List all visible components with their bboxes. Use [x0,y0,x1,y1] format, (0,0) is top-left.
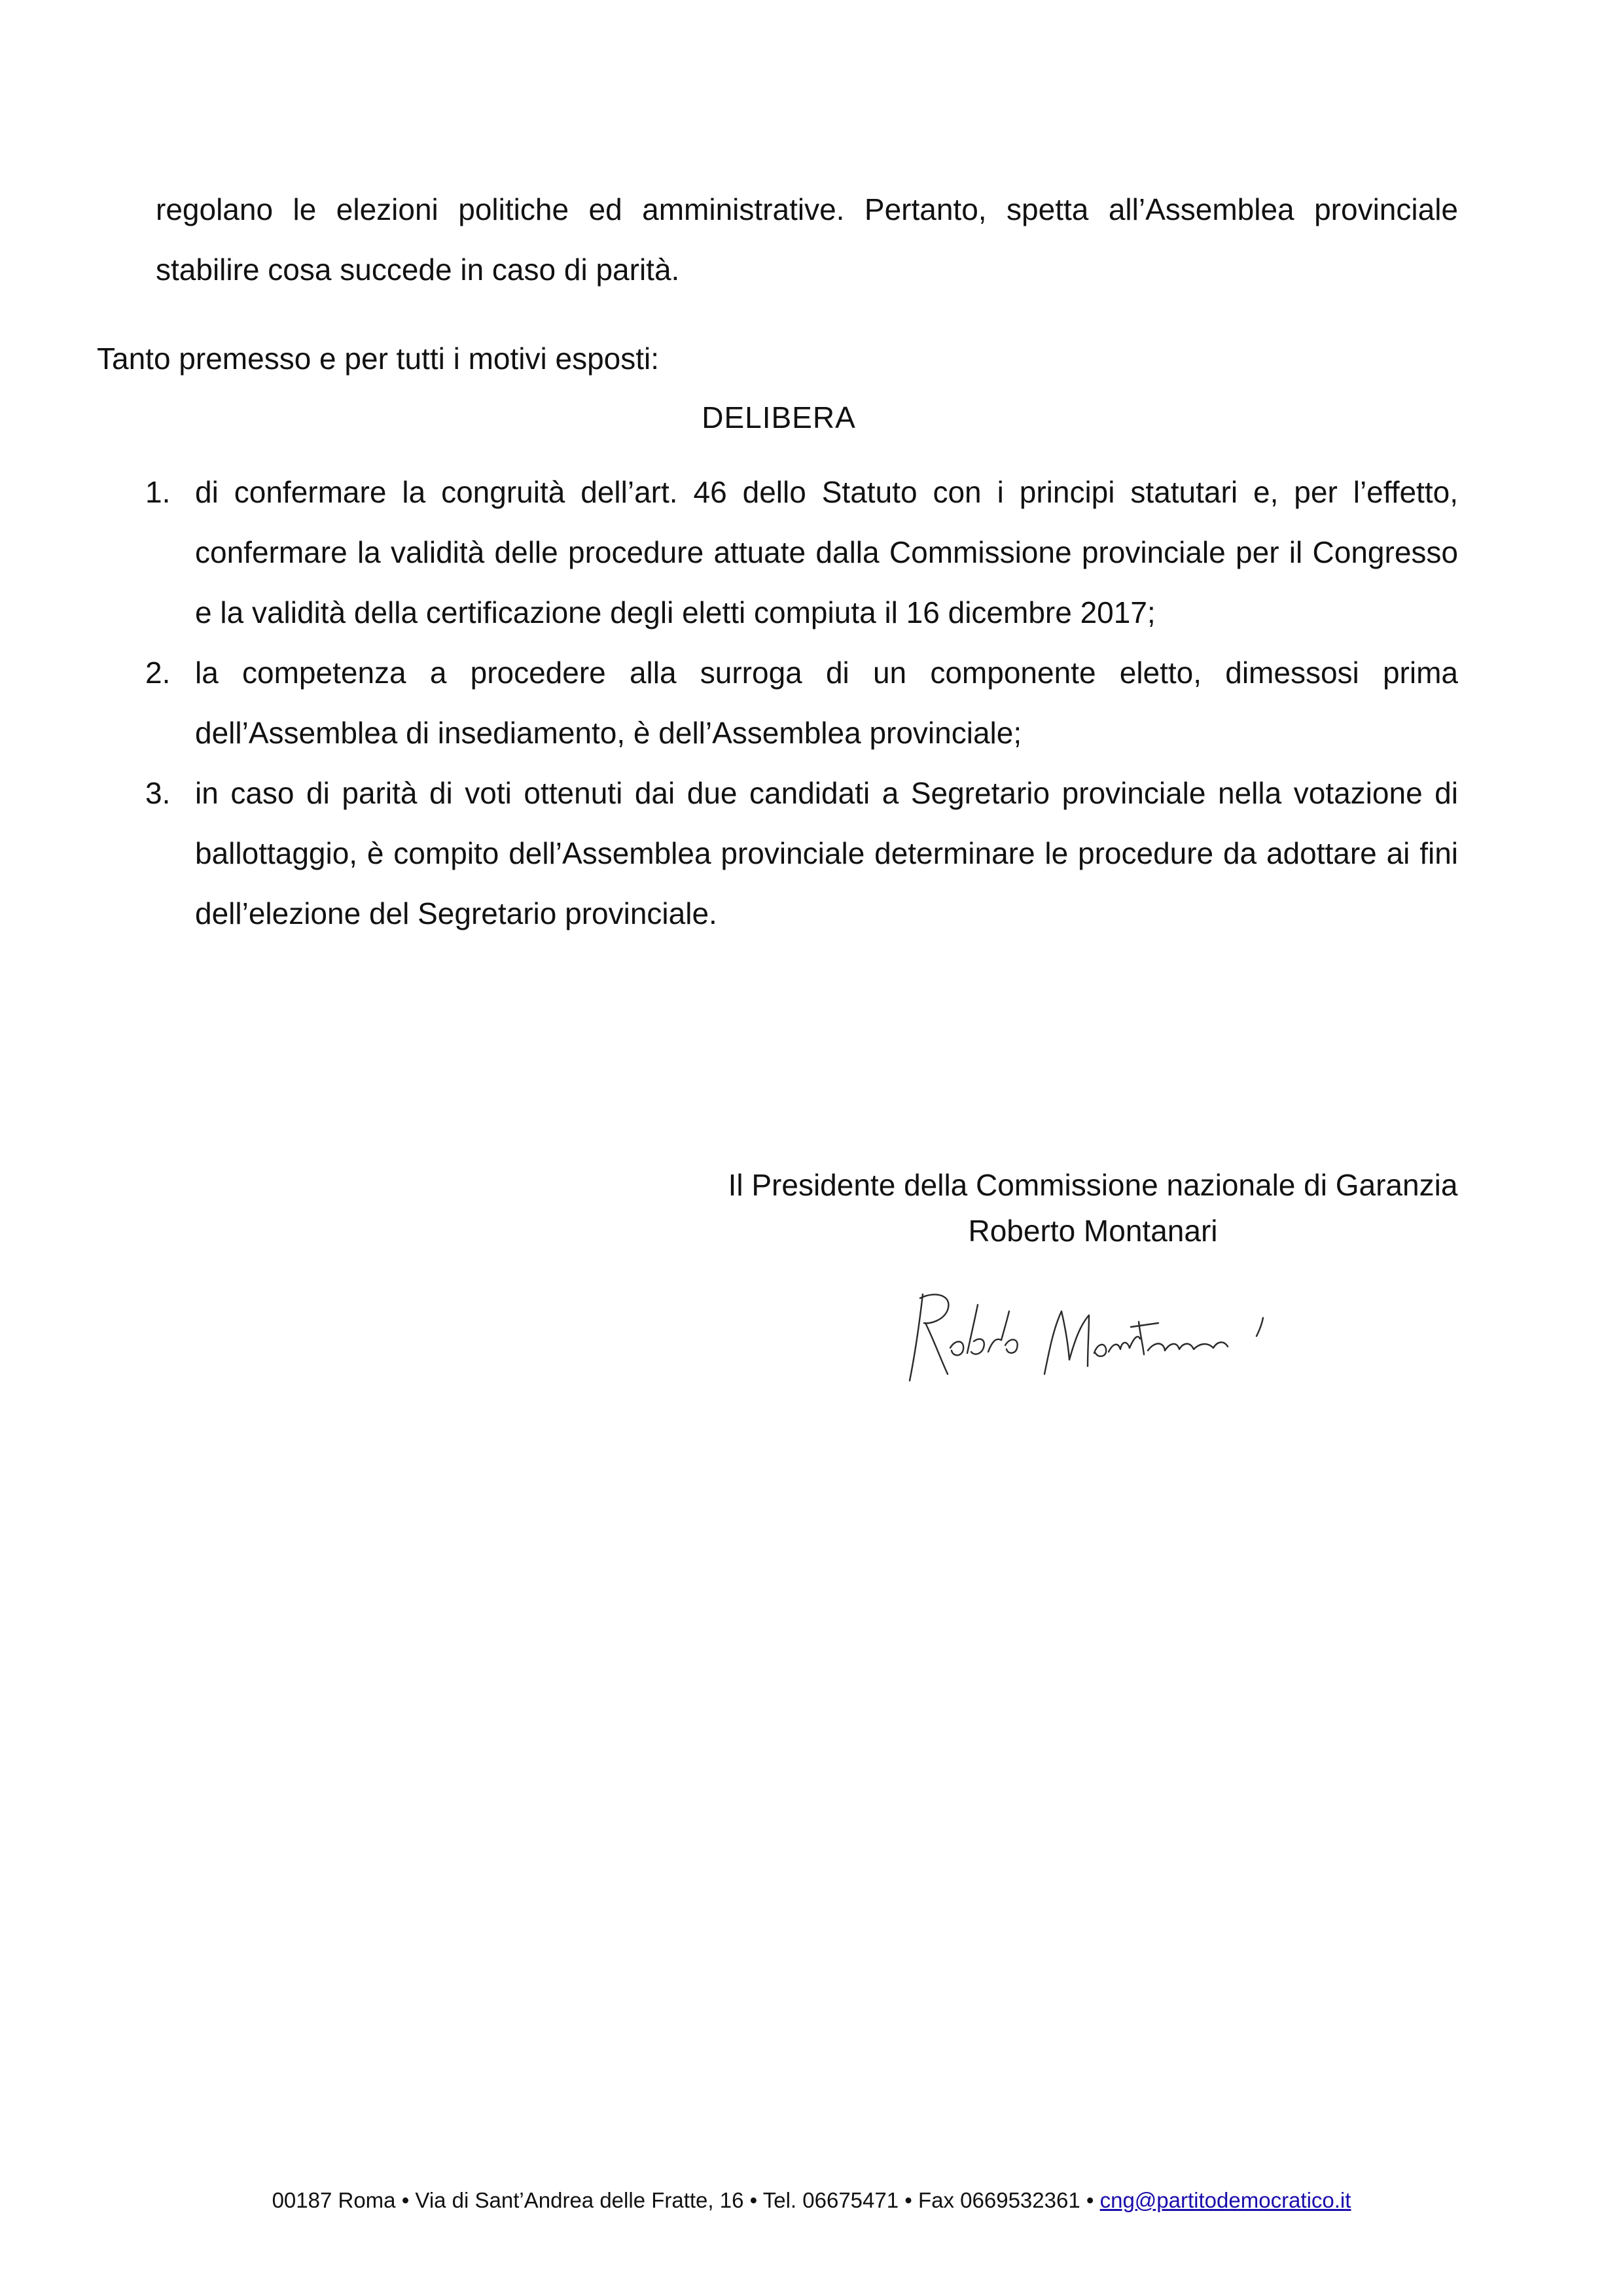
signature-block [694,1162,1492,1254]
decision-list [145,462,1458,944]
decision-item [145,643,1458,763]
decision-item [145,462,1458,643]
handwritten-signature [897,1276,1289,1394]
decision-number: 1. [145,475,171,509]
signatory-name: Roberto Montanari [968,1214,1218,1248]
paragraph-continued: regolano le elezioni politiche ed amministrative. Pertanto, spetta all’Assemblea provinciale stabilire cosa succede in caso di parità. [156,192,1458,287]
signatory-title: Il Presidente della Commissione nazionale di Garanzia [728,1168,1458,1202]
intro-paragraph: Tanto premesso e per tutti i motivi esposti: [97,342,660,376]
footer-email-link[interactable]: cng@partitodemocratico.it [1099,2188,1351,2212]
deliberation-heading: DELIBERA [702,400,856,434]
footer [0,2184,1623,2217]
decision-text: in caso di parità di voti ottenuti dai due candidati a Segretario provinciale nella votazione di ballottaggio, è compito dell’Assemblea provinciale determinare le procedure da adottare ai fini dell’elezione del Segretario provinciale. [195,776,1458,930]
decision-item [145,763,1458,944]
decision-text: di confermare la congruità dell’art. 46 dello Statuto con i principi statutari e, per l’effetto, confermare la validità delle procedure attuate dalla Commissione provinciale per il Congresso e la validità della certificazione degli eletti compiuta il 16 dicembre 2017; [195,475,1458,629]
footer-address: 00187 Roma • Via di Sant’Andrea delle Fratte, 16 • Tel. 06675471 • Fax 0669532361 • [272,2188,1094,2212]
decision-text: la competenza a procedere alla surroga di un componente eletto, dimessosi prima dell’Assemblea di insediamento, è dell’Assemblea provinciale; [195,656,1458,750]
decision-number: 3. [145,776,171,810]
decision-number: 2. [145,656,171,690]
